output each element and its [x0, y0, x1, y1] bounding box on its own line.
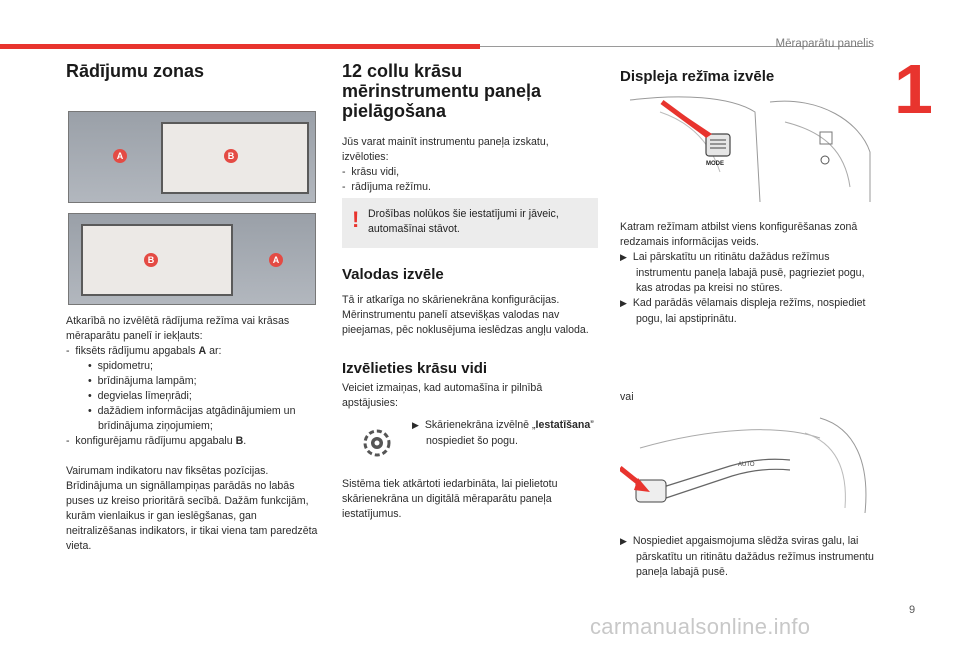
- indicators-paragraph: Vairumam indikatoru nav fiksētas pozīcijas. Brīdinājuma un signāllampiņas parādās no labās puses uz kreiso prioritārā secībā. Dažām funkcijām, kurām vienlaikus ir gan ieslēgšanas, gan neitralizēšanas indikators, ir tikai viena tam paredzēta vieta.: [66, 465, 318, 552]
- color-step-text: ▶ Skārienekrāna izvēlnē „Iestatīšana” nospiediet šo pogu.: [412, 419, 594, 447]
- language-title: Valodas izvēle: [342, 266, 444, 283]
- badge-a: A: [269, 253, 283, 267]
- chapter-number: 1: [894, 50, 933, 128]
- color-section: [342, 360, 598, 411]
- zones-list: [66, 344, 318, 359]
- column-customisation: [342, 62, 598, 195]
- step-bullet-icon: ▶: [620, 537, 627, 547]
- customisation-title: 12 collu krāsu mērinstrumentu paneļa pielāgošana: [342, 61, 542, 121]
- zone-a-sublist: [66, 359, 318, 434]
- display-mode-text: [620, 220, 878, 327]
- restart-text: Sistēma tiek atkārtoti iedarbināta, lai pielietotu skārienekrāna un digitālā mēraparātu paneļa iestatījumus.: [342, 478, 558, 520]
- display-zones-text: [66, 314, 318, 554]
- header-red-bar: [0, 44, 480, 49]
- display-mode-title: Displeja režīma izvēle: [620, 68, 775, 85]
- light-stalk-illustration: [620, 408, 876, 524]
- warning-icon: !: [352, 207, 360, 232]
- dashboard-illustration-bottom: [68, 213, 316, 305]
- or-text: vai: [620, 391, 634, 403]
- customisation-intro: Jūs varat mainīt instrumentu paneļa izskatu, izvēloties:: [342, 136, 549, 164]
- section-title: Mēraparātu panelis: [775, 38, 874, 50]
- badge-b: B: [224, 149, 238, 163]
- safety-warning-box: [342, 198, 598, 248]
- color-step: [412, 418, 598, 449]
- display-zones-title: Rādījumu zonas: [66, 61, 205, 81]
- mode-label: MODE: [706, 161, 724, 167]
- display-mode-step-1: ▶ Lai pārskatītu un ritinātu dažādus režīmus instrumentu paneļa labajā pusē, pagrieziet pogu, kas atrodas pa kreisi no stūres.: [620, 251, 865, 294]
- sub-item: • degvielas līmeņrādi;: [88, 390, 192, 402]
- light-stalk-step: ▶ Nospiediet apgaismojuma slēdža sviras galu, lai pārskatītu un ritinātu dažādus režīmus instrumentu paneļa labajā pusē.: [620, 535, 874, 578]
- color-title: Izvēlieties krāsu vidi: [342, 360, 488, 377]
- badge-b: B: [144, 253, 158, 267]
- language-text: Tā ir atkarīga no skārienekrāna konfigurācijas. Mērinstrumentu panelī atsevišķas valodas nav pieejamas, pēc noklusējuma ieslēdzas angļu valoda.: [342, 294, 589, 337]
- language-section: [342, 266, 598, 338]
- option-item: - krāsu vidi,: [342, 166, 400, 179]
- option-item: - rādījuma režīmu.: [342, 181, 431, 194]
- dashboard-illustration-top: [68, 111, 316, 203]
- zone-a-item: - fiksēts rādījumu apgabals A ar:: [66, 345, 222, 357]
- step-bullet-icon: ▶: [620, 253, 627, 263]
- column-display-zones: [66, 62, 318, 82]
- badge-a: A: [113, 149, 127, 163]
- auto-label: AUTO: [738, 462, 755, 468]
- step-bullet-icon: ▶: [620, 299, 627, 309]
- zones-list-2: [66, 434, 318, 449]
- sub-item: • spidometru;: [88, 360, 153, 372]
- sub-item: • dažādiem informācijas atgādinājumiem un brīdinājuma ziņojumiem;: [88, 405, 296, 432]
- color-text: Veiciet izmaiņas, kad automašīna ir pilnībā apstājusies:: [342, 382, 543, 410]
- sub-item: • brīdinājuma lampām;: [88, 375, 197, 387]
- customisation-options: [342, 165, 598, 195]
- mode-button-illustration: [620, 92, 876, 210]
- zone-b-item: - konfigurējamu rādījumu apgabalu B.: [66, 435, 247, 447]
- page-number: 9: [909, 604, 916, 616]
- safety-warning-text: Drošības nolūkos šie iestatījumi ir jāveic, automašīnai stāvot.: [368, 208, 559, 235]
- step-bullet-icon: ▶: [412, 421, 419, 431]
- column-display-mode: [620, 68, 878, 85]
- settings-icon: [353, 423, 401, 463]
- display-mode-intro: Katram režīmam atbilst viens konfigurēšanas zonā redzamais informācijas veids.: [620, 221, 858, 248]
- watermark: carmanualsonline.info: [590, 614, 811, 639]
- display-zones-intro: Atkarībā no izvēlētā rādījuma režīma vai krāsas mēraparātu panelī ir iekļauts:: [66, 315, 290, 342]
- display-mode-step-2: ▶ Kad parādās vēlamais displeja režīms, nospiediet pogu, lai apstiprinātu.: [620, 297, 866, 325]
